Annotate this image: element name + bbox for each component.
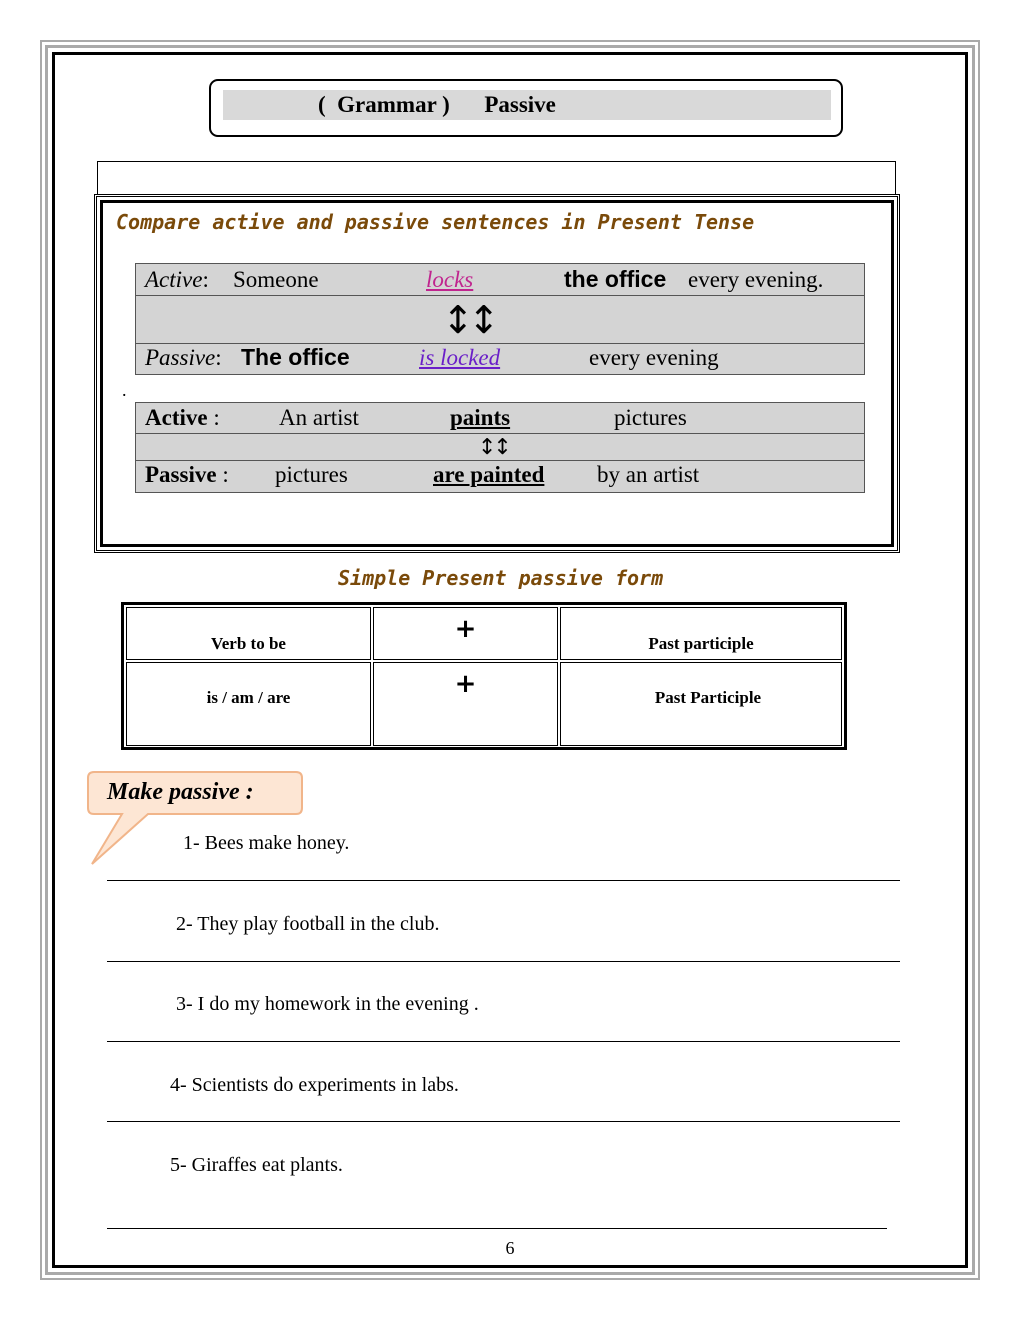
- example2-arrow-row: [136, 434, 864, 461]
- active-verb: locks: [426, 267, 474, 292]
- active-rest: every evening.: [688, 267, 824, 292]
- callout-label: Make passive :: [107, 779, 254, 805]
- passive-subject: The office: [241, 344, 350, 370]
- form-cell-past-participle: Past participle: [560, 607, 842, 660]
- example1-active-row: [136, 264, 864, 296]
- form-heading: Simple Present passive form: [338, 566, 664, 590]
- passive-verb-2: are painted: [433, 462, 545, 487]
- form-cell-is-am-are: is / am / are: [126, 662, 371, 746]
- question-1: 1- Bees make honey.: [183, 832, 350, 854]
- form-cell-plus-2: [373, 662, 558, 746]
- active-subject-2: An artist: [279, 405, 359, 430]
- compare-heading: Compare active and passive sentences in Present Tense: [116, 210, 755, 234]
- page-number: 6: [505, 1238, 515, 1258]
- question-4: 4- Scientists do experiments in labs.: [170, 1074, 459, 1096]
- answer-line-4[interactable]: [107, 1121, 900, 1122]
- double-arrow-icon: ↕↕: [478, 435, 509, 460]
- page-title: ( Grammar ) Passive: [318, 92, 556, 117]
- form-cell-plus-1: [373, 607, 558, 660]
- passive-verb: is locked: [419, 345, 501, 370]
- passive-rest-2: by an artist: [597, 462, 700, 487]
- passive-subject-2: pictures: [275, 462, 348, 487]
- active-label-2: Active :: [145, 405, 220, 430]
- active-object-2: pictures: [614, 405, 687, 430]
- active-label: Active:: [145, 267, 209, 292]
- example1-arrow-row: [136, 296, 864, 344]
- form-cell-verb-to-be: Verb to be: [126, 607, 371, 660]
- answer-line-3[interactable]: [107, 1041, 900, 1042]
- plus-icon: +: [454, 669, 477, 699]
- example2-passive-row: [136, 461, 864, 492]
- double-arrow-icon: ↕↕: [442, 298, 494, 342]
- passive-rest: every evening: [589, 345, 719, 370]
- title-band: [223, 90, 831, 120]
- stray-dot: .: [122, 380, 127, 400]
- question-3: 3- I do my homework in the evening .: [176, 993, 479, 1015]
- passive-label: Passive:: [145, 345, 222, 370]
- answer-line-1[interactable]: [107, 880, 900, 881]
- plus-icon: +: [454, 614, 477, 644]
- example1-passive-row: [136, 344, 864, 374]
- empty-header-box: [97, 161, 896, 194]
- answer-line-5[interactable]: [107, 1228, 887, 1229]
- example2-active-row: [136, 403, 864, 434]
- active-object: the office: [564, 266, 667, 292]
- passive-label-2: Passive :: [145, 462, 229, 487]
- title-box: [209, 79, 843, 137]
- answer-line-2[interactable]: [107, 961, 900, 962]
- active-verb-2: paints: [450, 405, 511, 430]
- example2-table: [135, 402, 865, 493]
- form-cell-past-participle-2: Past Participle: [560, 662, 842, 746]
- example1-table: [135, 263, 865, 375]
- question-2: 2- They play football in the club.: [176, 913, 440, 935]
- question-5: 5- Giraffes eat plants.: [170, 1154, 343, 1176]
- active-subject: Someone: [233, 267, 319, 292]
- form-table: [121, 602, 847, 750]
